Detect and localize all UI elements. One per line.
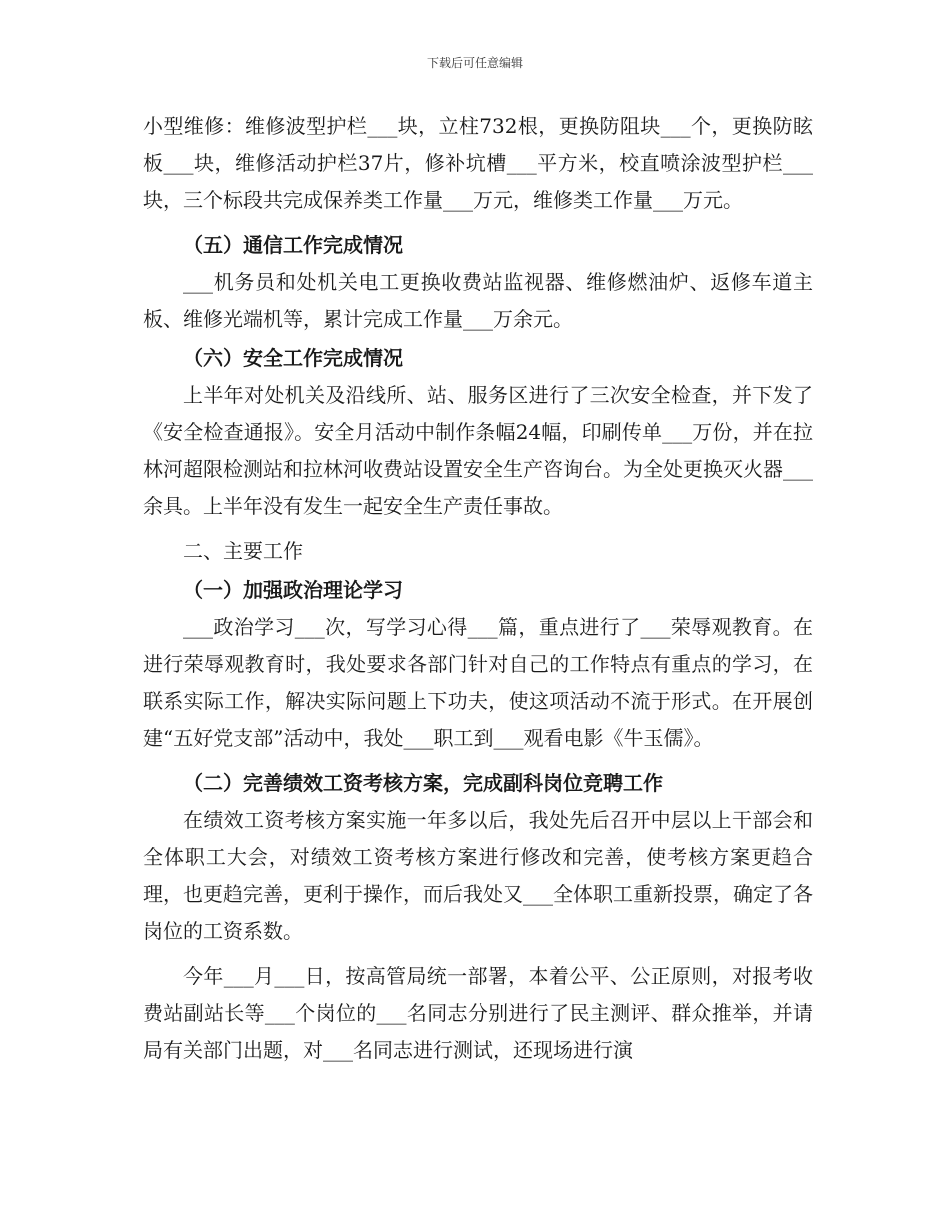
heading-political-study: （一）加强政治理论学习 <box>183 578 403 602</box>
paragraph-safety: 上半年对处机关及沿线所、站、服务区进行了三次安全检查，并下发了《安全检查通报》。安全月活动中制作条幅24幅，印刷传单___万份，并在拉林河超限检测站和拉林河收费站设置安全生产咨询台。为全处更换灭火器___余具。上半年没有发生一起安全生产责任事故。 <box>143 383 813 518</box>
paragraph-political-study: ___政治学习___次，写学习心得___篇，重点进行了___荣辱观教育。在进行荣辱观教育时，我处要求各部门针对自己的工作特点有重点的学习，在联系实际工作，解决实际问题上下功夫，使这项活动不流于形式。在开展创建“五好党支部”活动中，我处___职工到___观看电影《牛玉儒》。 <box>143 615 813 750</box>
document-body <box>143 108 813 1069</box>
heading-communication: （五）通信工作完成情况 <box>183 233 403 257</box>
page-header: 下载后可任意编辑 <box>426 56 523 70</box>
paragraph-post-competition: 今年___月___日，按高管局统一部署，本着公平、公正原则，对报考收费站副站长等___个岗位的___名同志分别进行了民主测评、群众推举，并请局有关部门出题，对___名同志进行测试，还现场进行演 <box>143 964 813 1062</box>
paragraph-minor-repair: 小型维修：维修波型护栏___块，立柱732根，更换防阻块___个，更换防眩板___块，维修活动护栏37片，修补坑槽___平方米，校直喷涂波型护栏___块，三个标段共完成保养类工作量___万元，维修类工作量___万元。 <box>143 114 813 212</box>
paragraph-communication: ___机务员和处机关电工更换收费站监视器、维修燃油炉、返修车道主板、维修光端机等，累计完成工作量___万余元。 <box>143 270 813 331</box>
paragraph-performance-pay: 在绩效工资考核方案实施一年多以后，我处先后召开中层以上干部会和全体职工大会，对绩效工资考核方案进行修改和完善，使考核方案更趋合理，也更趋完善，更利于操作，而后我处又___全体职工重新投票，确定了各岗位的工资系数。 <box>143 808 813 943</box>
heading-performance-pay: （二）完善绩效工资考核方案，完成副科岗位竞聘工作 <box>183 771 663 795</box>
heading-main-work: 二、主要工作 <box>183 539 303 563</box>
heading-safety: （六）安全工作完成情况 <box>183 346 403 370</box>
